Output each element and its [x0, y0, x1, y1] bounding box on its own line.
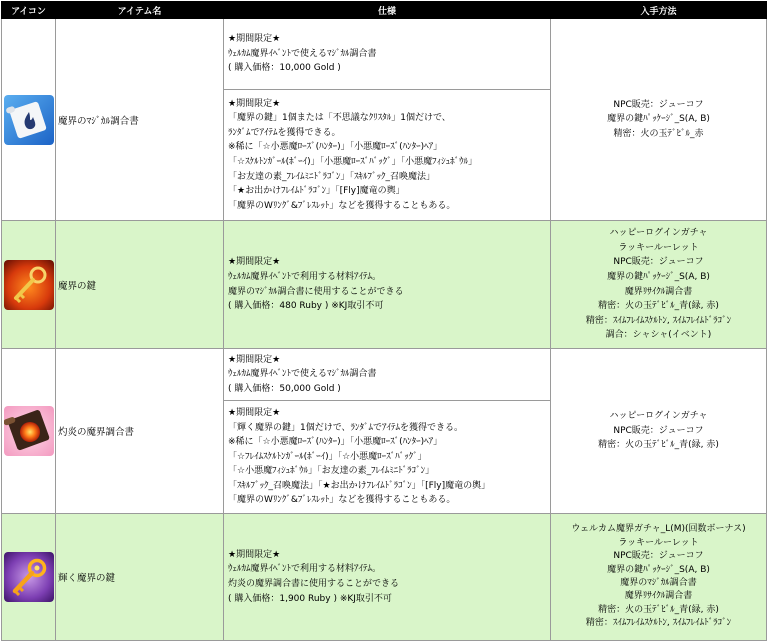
header-acquisition: 入手方法 — [551, 2, 767, 19]
table-row — [2, 221, 767, 349]
spec-line: ★期間限定★ — [228, 407, 281, 418]
method-line: 精密：火の玉ﾃﾞﾋﾞﾙ_青(緑, 赤) — [598, 440, 719, 451]
item-name: 魔界の鍵 — [56, 221, 224, 349]
icon-cell — [2, 19, 56, 221]
spec-line: ★期間限定★ — [228, 257, 281, 268]
table-header-row — [2, 2, 767, 19]
spec-line: ★期間限定★ — [228, 354, 281, 365]
spec-line: 「輝く魔界の鍵」1個だけで、ﾗﾝﾀﾞﾑでｱｲﾃﾑを獲得できる。 — [228, 422, 464, 433]
spec-line: ( 購入価格：1,900 Ruby ) ※KJ取引不可 — [228, 593, 392, 604]
spec-line: ★期間限定★ — [228, 98, 281, 109]
method-line: ウェルカム魔界ガチャ_L(M)(回数ボーナス) — [571, 524, 746, 535]
method-line: 魔界ﾘｻｲｸﾙ調合書 — [624, 286, 693, 297]
method-line: ラッキールーレット — [618, 242, 699, 253]
spec-cell — [224, 401, 551, 514]
item-name: 輝く魔界の鍵 — [56, 514, 224, 641]
scroll-fire-icon — [4, 95, 54, 145]
spec-line: 「魔界のWﾘﾝｸﾞ&ﾌﾞﾚｽﾚｯﾄ」などを獲得することもある。 — [228, 200, 456, 211]
method-line: 魔界の鍵ﾊﾟｯｹｰｼﾞ_S(A, B) — [607, 564, 710, 575]
header-icon: アイコン — [2, 2, 56, 19]
method-line: 精密：火の玉ﾃﾞﾋﾞﾙ_青(緑, 赤) — [598, 301, 719, 312]
method-line: 魔界のﾏｼﾞｶﾙ調合書 — [620, 578, 697, 588]
spec-cell — [224, 514, 551, 641]
spec-line: 魔界のﾏｼﾞｶﾙ調合書に使用することができる — [228, 286, 404, 297]
method-line: 精密：火の玉ﾃﾞﾋﾞﾙ_青(緑, 赤) — [598, 604, 719, 615]
golden-key-icon — [4, 260, 54, 310]
method-line: 調合：シャシャ(イベント) — [605, 330, 712, 341]
shining-key-icon — [4, 552, 54, 602]
method-cell — [551, 221, 767, 349]
spec-line: ※稀に「☆小悪魔ﾛｰｽﾞ(ﾊﾝﾀｰ)」「小悪魔ﾛｰｽﾞ(ﾊﾝﾀｰ)ﾍｱ」 — [228, 437, 443, 448]
method-line: NPC販売：ジューコフ — [613, 257, 704, 268]
spec-line: ﾗﾝﾀﾞﾑでｱｲﾃﾑを獲得できる。 — [228, 127, 341, 138]
header-item-name: アイテム名 — [56, 2, 224, 19]
method-cell — [551, 349, 767, 514]
method-cell — [551, 514, 767, 641]
spec-line: 「☆ﾌﾚｲﾑｽｹﾙﾄﾝｶﾞｰﾙ(ﾎﾞｰｲ)」「☆小悪魔ﾛｰｽﾞﾊﾞｯｸﾞ」 — [228, 451, 427, 462]
item-name: 灼炎の魔界調合書 — [56, 349, 224, 514]
spec-line: 「☆ｽｹﾙﾄﾝｶﾞｰﾙ(ﾎﾞｰｲ)」「小悪魔ﾛｰｽﾞﾊﾞｯｸﾞ」「小悪魔ﾌｨｼｭﾎﾞｳﾙ」 — [228, 157, 478, 167]
spec-line: ｳｪﾙｶﾑ魔界ｲﾍﾞﾝﾄで使えるﾏｼﾞｶﾙ調合書 — [228, 369, 377, 380]
method-cell — [551, 19, 767, 221]
icon-cell — [2, 349, 56, 514]
item-name: 魔界のﾏｼﾞｶﾙ調合書 — [56, 19, 224, 221]
method-line: 魔界の鍵ﾊﾟｯｹｰｼﾞ_S(A, B) — [607, 271, 710, 282]
method-line: ラッキールーレット — [618, 537, 699, 548]
method-line: 精密：火の玉ﾃﾞﾋﾞﾙ_赤 — [613, 128, 704, 139]
spec-line: ｳｪﾙｶﾑ魔界ｲﾍﾞﾝﾄで使えるﾏｼﾞｶﾙ調合書 — [228, 48, 377, 59]
method-line: NPC販売：ジューコフ — [613, 425, 704, 436]
method-line: NPC販売：ジューコフ — [613, 551, 704, 562]
table-row — [2, 19, 767, 90]
spec-line: ★期間限定★ — [228, 549, 281, 560]
spec-line: 灼炎の魔界調合書に使用することができる — [228, 579, 400, 589]
method-line: 精密：ｽｲﾑﾌﾚｲﾑｽｹﾙﾄﾝ, ｽｲﾑﾌﾚｲﾑﾄﾞﾗｺﾞﾝ — [585, 618, 732, 629]
spec-cell — [224, 90, 551, 221]
spec-cell — [224, 19, 551, 90]
table-row — [2, 349, 767, 401]
spec-line: ( 購入価格：50,000 Gold ) — [228, 383, 341, 394]
spec-line: ( 購入価格：480 Ruby ) ※KJ取引不可 — [228, 301, 384, 312]
method-line: 魔界ﾘｻｲｸﾙ調合書 — [624, 591, 693, 602]
item-table — [1, 1, 767, 641]
icon-cell — [2, 221, 56, 349]
method-line: 精密：ｽｲﾑﾌﾚｲﾑｽｹﾙﾄﾝ, ｽｲﾑﾌﾚｲﾑﾄﾞﾗｺﾞﾝ — [585, 315, 732, 326]
header-spec: 仕様 — [224, 2, 551, 19]
spec-line: ※稀に「☆小悪魔ﾛｰｽﾞ(ﾊﾝﾀｰ)」「小悪魔ﾛｰｽﾞ(ﾊﾝﾀｰ)ﾍｱ」 — [228, 142, 443, 153]
spec-line: 「☆小悪魔ﾌｨｼｭﾎﾞｳﾙ」「お友達の素_ﾌﾚｲﾑﾐﾆﾄﾞﾗｺﾞﾝ」 — [228, 466, 435, 477]
spec-line: 「魔界のWﾘﾝｸﾞ&ﾌﾞﾚｽﾚｯﾄ」などを獲得することもある。 — [228, 495, 456, 506]
method-line: ハッピーログインガチャ — [609, 228, 708, 239]
spec-line: ｳｪﾙｶﾑ魔界ｲﾍﾞﾝﾄで利用する材料ｱｲﾃﾑ。 — [228, 271, 382, 282]
spec-line: 「魔界の鍵」1個または「不思議なｸﾘｽﾀﾙ」1個だけで、 — [228, 113, 451, 124]
method-line: ハッピーログインガチャ — [609, 411, 708, 422]
spec-line: ( 購入価格：10,000 Gold ) — [228, 63, 341, 74]
spec-line: 「ｽｷﾙﾌﾞｯｸ_召喚魔法」「★お出かけﾌﾚｲﾑﾄﾞﾗｺﾞﾝ」「[Fly]魔竜の輿」 — [228, 480, 491, 491]
spec-cell — [224, 349, 551, 401]
spec-line: ｳｪﾙｶﾑ魔界ｲﾍﾞﾝﾄで利用する材料ｱｲﾃﾑ。 — [228, 564, 382, 575]
spec-line: 「★お出かけﾌﾚｲﾑﾄﾞﾗｺﾞﾝ」「[Fly]魔竜の輿」 — [228, 186, 405, 197]
method-line: NPC販売：ジューコフ — [613, 99, 704, 110]
spec-line: 「お友達の素_ﾌﾚｲﾑﾐﾆﾄﾞﾗｺﾞﾝ」「ｽｷﾙﾌﾞｯｸ_召喚魔法」 — [228, 171, 436, 182]
icon-cell — [2, 514, 56, 641]
spec-line: ★期間限定★ — [228, 34, 281, 45]
scroll-flame-orb-icon — [4, 406, 54, 456]
method-line: 魔界の鍵ﾊﾟｯｹｰｼﾞ_S(A, B) — [607, 114, 710, 125]
spec-cell — [224, 221, 551, 349]
table-row — [2, 514, 767, 641]
